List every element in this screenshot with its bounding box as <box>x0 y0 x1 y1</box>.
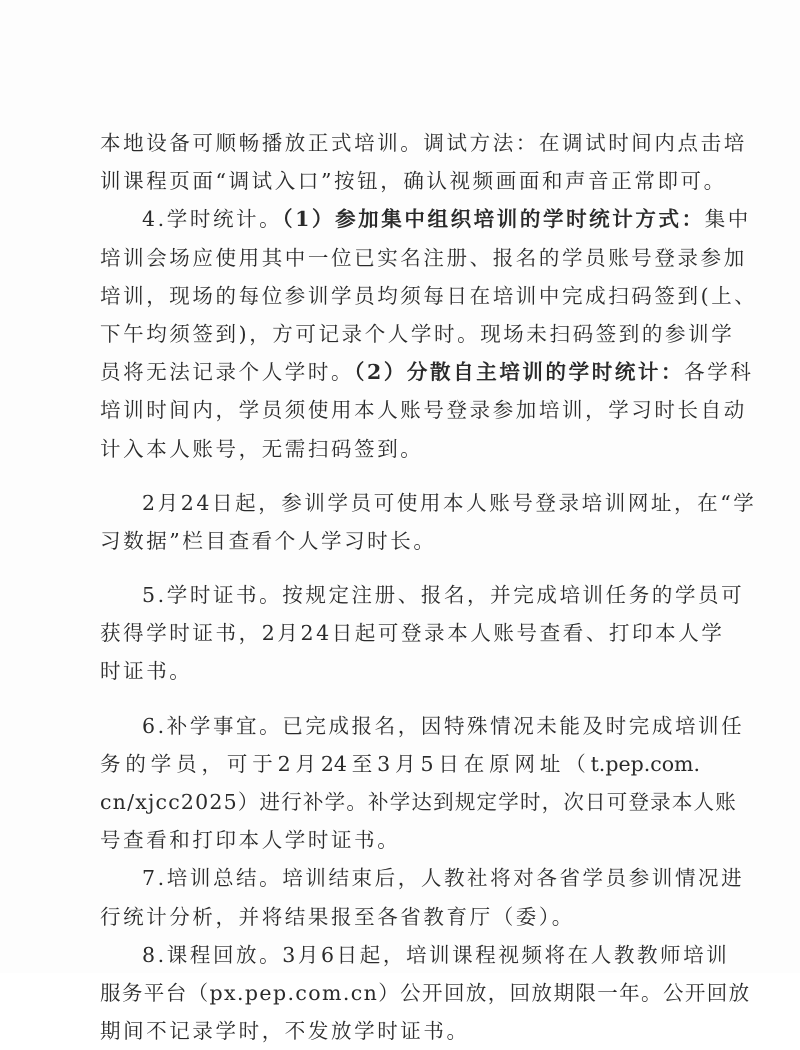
section-6-line-4: 号查看和打印本人学时证书。 <box>100 828 401 853</box>
section-6-line-3: cn/xjcc2025）进行补学。补学达到规定学时，次日可登录本人账 <box>100 790 737 814</box>
section-8-line-1: 8.课程回放。3月6日起，培训课程视频将在人教教师培训 <box>142 942 730 967</box>
document-body <box>100 124 758 1050</box>
text-line-2: 训课程页面“调试入口”按钮，确认视频画面和声音正常即可。 <box>100 169 727 194</box>
text-line-10: 2月24日起，参训学员可使用本人账号登录培训网址，在“学 <box>142 490 757 515</box>
text-line-1: 本地设备可顺畅播放正式培训。调试方法：在调试时间内点击培 <box>100 131 747 155</box>
section-7-line-1: 7.培训总结。培训结束后，人教社将对各省学员参训情况进 <box>142 866 745 891</box>
paragraph-gap <box>100 560 700 576</box>
text-line-6: 下午均须签到)，方可记录个人学时。现场未扫码签到的参训学 <box>100 321 735 346</box>
text-line-11: 习数据”栏目查看个人学习时长。 <box>100 528 437 553</box>
text-line-7-tail: 各学科 <box>684 360 754 385</box>
text-line-8: 培训时间内，学员须使用本人账号登录参加培训，学习时长自动 <box>100 398 747 423</box>
section-4-line-tail: 集中 <box>704 207 751 232</box>
text-line-5: 培训，现场的每位参训学员均须每日在培训中完成扫码签到(上、 <box>100 283 758 308</box>
text-line-9: 计入本人账号，无需扫码签到。 <box>100 436 424 461</box>
section-8-line-2: 服务平台（px.pep.com.cn）公开回放，回放期限一年。公开回放 <box>100 980 751 1005</box>
section-7-line-2: 行统计分析，并将结果报至各省教育厅（委）。 <box>100 904 575 929</box>
text-line-7-head: 员将无法记录个人学时。 <box>100 360 355 385</box>
section-4-sub2-title: （2）分散自主培训的学时统计： <box>354 360 685 385</box>
section-4-heading-line <box>100 200 751 238</box>
text-line-7 <box>100 353 754 391</box>
section-4-sub1-title: （1）参加集中组织培训的学时统计方式： <box>282 207 705 232</box>
section-4-title: 4.学时统计。 <box>142 207 283 232</box>
section-6-line-1: 6.补学事宜。已完成报名，因特殊情况未能及时完成培训任 <box>142 713 745 738</box>
section-5-line-1: 5.学时证书。按规定注册、报名，并完成培训任务的学员可 <box>142 583 745 608</box>
section-8-line-3: 期间不记录学时，不发放学时证书。 <box>100 1019 470 1044</box>
section-5-line-2: 获得学时证书，2月24日起可登录本人账号查看、打印本人学 <box>100 621 725 646</box>
section-5-line-3: 时证书。 <box>100 659 193 684</box>
paragraph-gap <box>100 691 700 707</box>
paragraph-gap <box>100 468 700 484</box>
text-line-4: 培训会场应使用其中一位已实名注册、报名的学员账号登录参加 <box>100 245 747 270</box>
section-6-line-2: 务的学员，可于2月24至3月5日在原网址（t.pep.com. <box>100 751 700 776</box>
